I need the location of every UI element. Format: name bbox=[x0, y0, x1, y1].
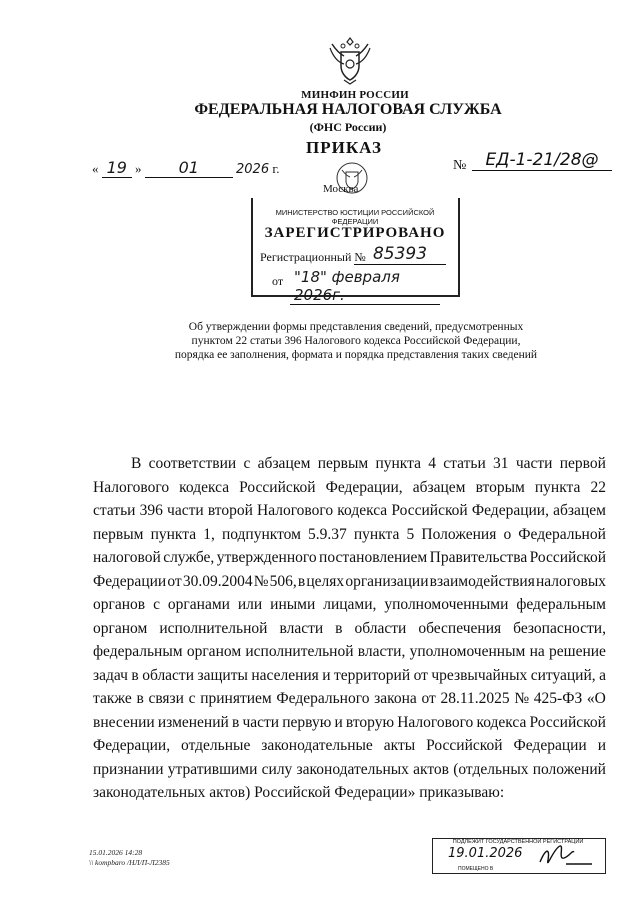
body-line: Федерации, отдельные законодательные акты Российской Федерации и bbox=[93, 737, 606, 754]
body-line: налоговой службе, утвержденного постановлением Правительства Российской bbox=[93, 549, 606, 566]
registration-box-date: 19.01.2026 bbox=[448, 846, 523, 861]
footer-file-ref: \\ kompbaro /НЛ/П-Л2385 bbox=[89, 858, 170, 867]
order-year-suffix: г. bbox=[272, 161, 280, 176]
body-line: органом исполнительной власти в области обеспечения безопасности, bbox=[93, 619, 606, 637]
document-body bbox=[93, 452, 606, 805]
stamp-date: "18" февраля 2026г. bbox=[290, 268, 440, 305]
stamp-status: ЗАРЕГИСТРИРОВАНО bbox=[264, 225, 446, 241]
document-type: ПРИКАЗ bbox=[306, 138, 382, 157]
body-line: первым пункта 1, подпунктом 5.9.37 пункта 5 Положения о Федеральной bbox=[93, 525, 606, 543]
order-date bbox=[92, 158, 279, 178]
registration-box-label: ПОДЛЕЖИТ ГОСУДАРСТВЕННОЙ РЕГИСТРАЦИИ bbox=[452, 839, 584, 845]
document-title bbox=[90, 320, 622, 362]
order-day: 19 bbox=[102, 158, 132, 178]
order-month: 01 bbox=[145, 158, 233, 178]
stamp-ministry: МИНИСТЕРСТВО ЮСТИЦИИ РОССИЙСКОЙ ФЕДЕРАЦИИ bbox=[275, 208, 435, 226]
body-line: Федерации от 30.09.2004 № 506, в целях организации взаимодействия налоговых bbox=[93, 572, 606, 590]
stamp-from-label: от bbox=[272, 274, 284, 288]
quote-open: « bbox=[92, 161, 99, 176]
coat-of-arms-icon bbox=[326, 34, 374, 86]
footer-meta bbox=[89, 848, 170, 868]
order-number-label: № bbox=[453, 158, 467, 173]
body-line: внесении изменений в части первую и вторую Налогового кодекса Российской bbox=[93, 713, 606, 731]
ministry-name: МИНФИН РОССИИ bbox=[301, 89, 409, 101]
body-line: Налогового кодекса Российской Федерации, абзацем вторым пункта 22 bbox=[93, 478, 606, 496]
order-year: 2026 bbox=[236, 162, 270, 177]
signature-icon bbox=[536, 842, 596, 870]
body-line: также в связи с принятием Федерального закона от 28.11.2025 № 425-ФЗ «О bbox=[93, 690, 606, 707]
body-line: законодательных актов) Российской Федерации» приказываю: bbox=[93, 784, 505, 801]
body-line: В соответствии с абзацем первым пункта 4 статьи 31 части первой bbox=[131, 455, 606, 472]
title-line: пунктом 22 статьи 396 Налогового кодекса Российской Федерации, bbox=[191, 335, 521, 347]
body-line: органов с органами или иными лицами, уполномоченными федеральным bbox=[93, 596, 606, 613]
service-short-name: (ФНС России) bbox=[309, 120, 387, 134]
title-line: порядка ее заполнения, формата и порядка представления таких сведений bbox=[174, 349, 538, 361]
quote-close: » bbox=[135, 161, 142, 176]
service-name: ФЕДЕРАЛЬНАЯ НАЛОГОВАЯ СЛУЖБА bbox=[194, 101, 502, 118]
body-line: статьи 396 части второй Налогового кодекса Российской Федерации, абзацем bbox=[93, 502, 606, 519]
stamp-number-label: Регистрационный № bbox=[260, 250, 366, 264]
title-line: Об утверждении формы представления сведений, предусмотренных bbox=[188, 321, 524, 333]
footer-timestamp: 15.01.2026 14:28 bbox=[89, 848, 143, 857]
body-line: федеральным органом исполнительной власти, уполномоченным на решение bbox=[93, 643, 606, 660]
body-line: признании утратившими силу законодательных актов (отдельных положений bbox=[93, 760, 606, 778]
body-line: задач в области защиты населения и территорий от чрезвычайных ситуаций, а bbox=[93, 666, 606, 684]
order-number: ЕД-1-21/28@ bbox=[472, 150, 612, 171]
registration-box-place: ПОМЕЩЕНО В bbox=[458, 866, 494, 872]
city-name: Москва bbox=[323, 183, 359, 195]
stamp-number: 85393 bbox=[354, 244, 446, 265]
